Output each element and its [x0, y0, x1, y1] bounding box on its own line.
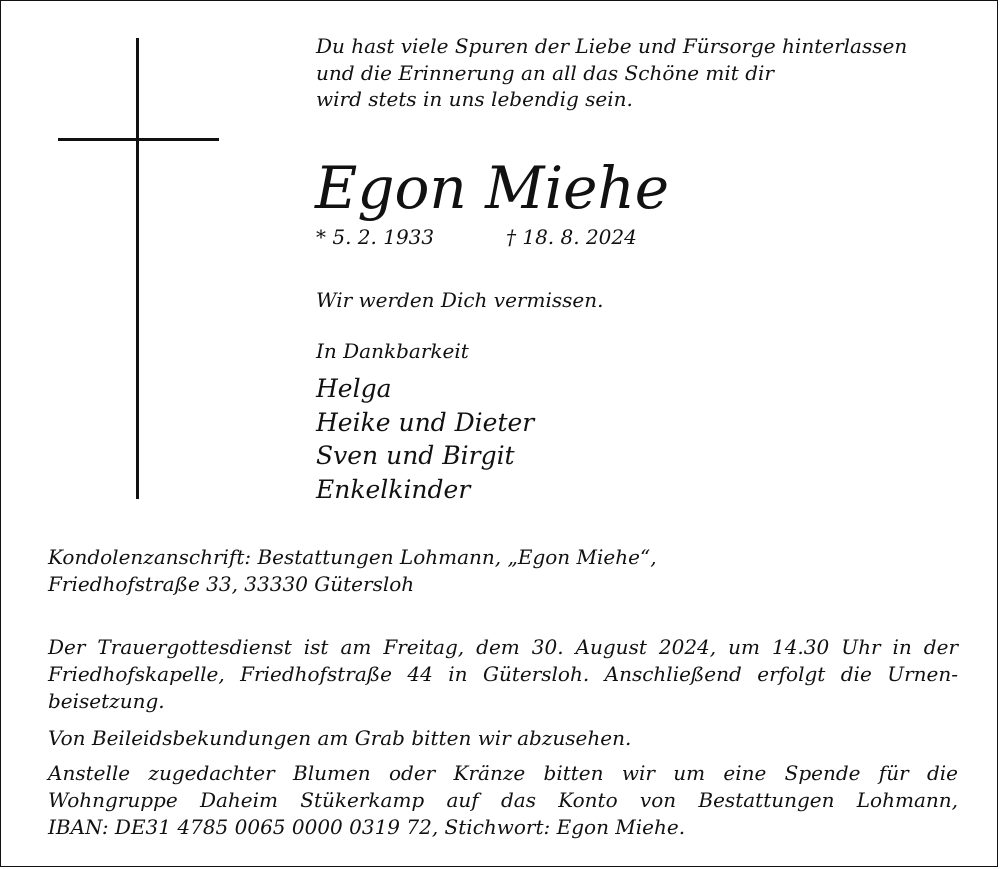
address-line: Kondolenzanschrift: Bestattungen Lohmann, „Egon Miehe“, [48, 545, 657, 569]
service-info [48, 634, 958, 715]
mourners-list [316, 372, 534, 506]
deceased-name: Egon Miehe [315, 154, 670, 222]
mourner: Heike und Dieter [316, 407, 535, 437]
motto [316, 33, 976, 113]
motto-line: Du hast viele Spuren der Liebe und Fürsorge hinterlassen [316, 34, 908, 58]
grave-note-text: Von Beileidsbekundungen am Grab bitten wir abzusehen. [48, 726, 632, 750]
birth-date: * 5. 2. 1933 [316, 225, 435, 249]
cross-horizontal-bar [58, 138, 219, 141]
donation-info [48, 760, 958, 841]
donation-line: Wohngruppe Daheim Stükerkamp auf das Konto von Bestattungen Lohmann, [48, 788, 958, 812]
death-date: † 18. 8. 2024 [506, 225, 637, 249]
mourner: Helga [316, 374, 392, 403]
motto-line: wird stets in uns lebendig sein. [316, 87, 633, 111]
life-dates [316, 223, 637, 251]
motto-line: und die Erinnerung an all das Schöne mit dir [316, 60, 774, 85]
donation-line: Anstelle zugedachter Blumen oder Kränze bitten wir um eine Spende für die [48, 761, 958, 785]
mourner: Enkelkinder [316, 474, 471, 504]
donation-line: IBAN: DE31 4785 0065 0000 0319 72, Stichwort: Egon Miehe. [48, 815, 686, 839]
thanks-text: In Dankbarkeit [316, 339, 469, 363]
miss-text: Wir werden Dich vermissen. [316, 288, 604, 312]
mourner: Sven und Birgit [316, 441, 515, 470]
service-line: beisetzung. [48, 689, 165, 713]
grave-note [48, 725, 958, 752]
cross-vertical-bar [136, 38, 139, 499]
address-line: Friedhofstraße 33, 33330 Gütersloh [48, 572, 415, 596]
condolence-address [48, 544, 958, 598]
service-line: Der Trauergottesdienst ist am Freitag, dem 30. August 2024, um 14.30 Uhr in der [48, 635, 958, 659]
service-line: Friedhofskapelle, Friedhofstraße 44 in Gütersloh. Anschließend erfolgt die Urnen- [48, 662, 958, 686]
